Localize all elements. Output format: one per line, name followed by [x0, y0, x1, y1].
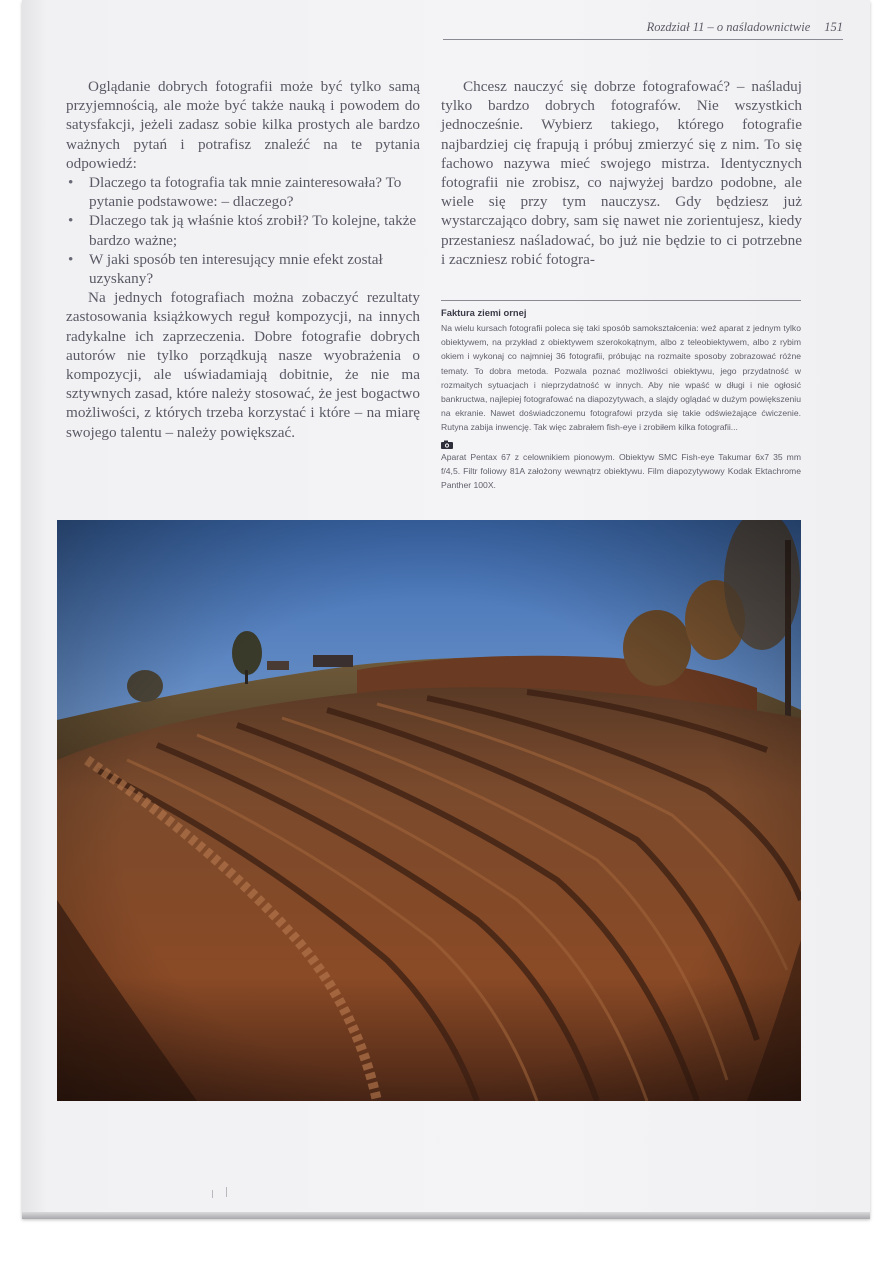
left-column — [66, 77, 420, 442]
question-list — [66, 173, 420, 288]
sidebar-box — [441, 300, 801, 492]
box-title: Faktura ziemi ornej — [441, 307, 527, 318]
composition-paragraph: Na jednych fotografiach można zobaczyć rezultaty zastosowania książkowych reguł kompozycji, na innych radykalne ich zaprzeczenia. Dobre fotografie dobrych autorów nie tylko porządkują nasze wyobrażenia o kompozycji, ale uświadamiają dobitnie, że nie ma sztywnych zasad, które należy stosować, że jest bogactwo możliwości, z których trzeba korzystać i które – na miarę swojego talentu – należy powiększać. — [66, 289, 420, 441]
mentor-paragraph: Chcesz nauczyć się dobrze fotografować? – naśladuj tylko bardzo dobrych fotografów. Nie wszystkich jednocześnie. Wybierz takiego, którego fotografie najbardziej cię frapują i próbuj zmierzyć się z nim. To się fachowo nazywa mieć swojego mistrza. Identycznych fotografii nie zrobisz, co najwyżej bardzo podobne, ale wiele się przy tym nauczysz. Gdy będziesz już wystarczająco dobry, sam się nawet nie zorientujesz, kiedy przestaniesz naśladować, bo już nie będzie to ci potrzebne i zaczniesz robić fotogra- — [441, 78, 802, 268]
right-column — [441, 77, 802, 269]
plowed-field-fisheye-photo — [57, 520, 801, 1101]
list-item: • Dlaczego tak ją właśnie ktoś zrobił? To kolejne, także bardzo ważne; — [66, 211, 420, 249]
camera-icon — [441, 440, 453, 449]
page-mark — [212, 1190, 213, 1198]
page-number: 151 — [824, 20, 843, 34]
list-item: • W jaki sposób ten interesujący mnie efekt został uzyskany? — [66, 250, 420, 288]
list-item: • Dlaczego ta fotografia tak mnie zainteresowała? To pytanie podstawowe: – dlaczego? — [66, 173, 420, 211]
running-head — [443, 20, 843, 40]
camera-settings: Aparat Pentax 67 z celownikiem pionowym. Obiektyw SMC Fish-eye Takumar 6x7 35 mm f/4,5. Filtr foliowy 81A założony wewnątrz obiektywu. Film diapozytywowy Kodak Ektachrome Panther 100X. — [441, 451, 801, 491]
field-illustration — [57, 520, 801, 1101]
page-edge — [22, 1212, 870, 1219]
page-mark — [226, 1187, 227, 1197]
box-text: Na wielu kursach fotografii poleca się taki sposób samokształcenia: weź aparat z jednym tylko obiektywem, na przykład z obiektywem szerokokątnym, albo z teleobiektywem, albo z rybim okiem i wykonaj co najmniej 36 fotografii, próbując na rozmaite sposoby zobrazować różne tematy. To dobra metoda. Pozwala poznać możliwości obiektywu, jego przydatność w rozmaitych sytuacjach i nieprzydatność w innych. Aby nie wpaść w długi i nie ogłosić bankructwa, najlepiej fotografować na diapozytywach, a slajdy oglądać w dużym powiększeniu na ekranie. Nawet doświadczonemu fotografowi przyda się takie odświeżające ćwiczenie. Rutyna zabija inwencję. Tak więc zabrałem fish-eye i zrobiłem kilka fotografii... — [441, 323, 801, 433]
intro-paragraph: Oglądanie dobrych fotografii może być tylko samą przyjemnością, ale może być także nauką i powodem do satysfakcji, jeżeli zadasz sobie kilka prostych ale bardzo ważnych pytań i potrafisz znaleźć na te pytania odpowiedź: — [66, 78, 420, 172]
chapter-title: Rozdział 11 – o naśladownictwie — [646, 20, 811, 34]
